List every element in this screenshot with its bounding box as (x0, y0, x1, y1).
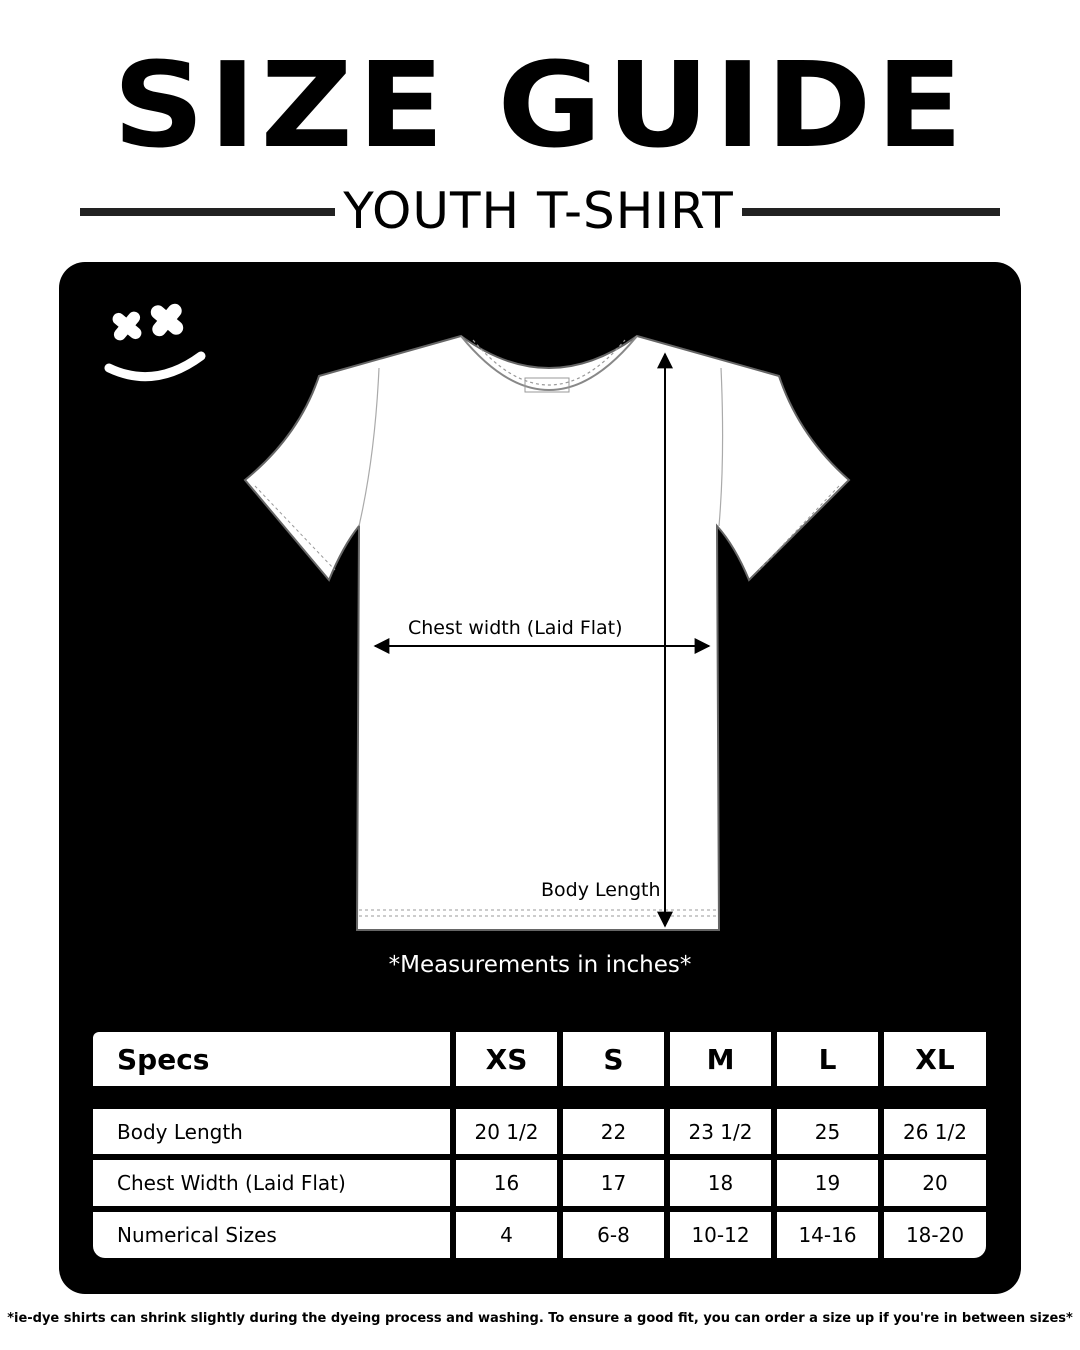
table-cell: 16 (456, 1160, 557, 1206)
table-cell: 18-20 (884, 1212, 986, 1258)
table-header-size: XL (884, 1032, 986, 1086)
table-header-size: M (670, 1032, 771, 1086)
subtitle-row (80, 180, 1000, 240)
table-cell: 18 (670, 1160, 771, 1206)
measurements-note: *Measurements in inches* (388, 952, 692, 978)
size-guide-panel (59, 262, 1021, 1294)
table-cell: 4 (456, 1212, 557, 1258)
table-cell: 25 (777, 1109, 878, 1154)
body-length-label: Body Length (541, 879, 661, 901)
table-cell: 14-16 (777, 1212, 878, 1258)
table-cell: 26 1/2 (884, 1109, 986, 1154)
table-cell: 20 (884, 1160, 986, 1206)
table-cell: 6-8 (563, 1212, 664, 1258)
table-header-size: L (777, 1032, 878, 1086)
table-cell: 17 (563, 1160, 664, 1206)
chest-width-label: Chest width (Laid Flat) (408, 617, 623, 639)
table-header-size: S (563, 1032, 664, 1086)
divider-left (80, 208, 335, 216)
table-row-label: Body Length (93, 1109, 450, 1154)
table-cell: 22 (563, 1109, 664, 1154)
table-cell: 19 (777, 1160, 878, 1206)
marshmello-face-icon (103, 298, 209, 390)
table-header-size: XS (456, 1032, 557, 1086)
page-subtitle: YOUTH T-SHIRT (343, 182, 734, 240)
table-header-specs: Specs (93, 1032, 450, 1086)
page-title: SIZE GUIDE (112, 36, 968, 174)
table-cell: 23 1/2 (670, 1109, 771, 1154)
table-row-label: Chest Width (Laid Flat) (93, 1160, 450, 1206)
table-cell: 10-12 (670, 1212, 771, 1258)
table-row-label: Numerical Sizes (93, 1212, 450, 1258)
tshirt-diagram (239, 326, 859, 1006)
table-cell: 20 1/2 (456, 1109, 557, 1154)
footnote: *ie-dye shirts can shrink slightly during the dyeing process and washing. To ensure a good fit, you can order a size up if you're in between sizes* (7, 1311, 1073, 1326)
divider-right (742, 208, 1000, 216)
